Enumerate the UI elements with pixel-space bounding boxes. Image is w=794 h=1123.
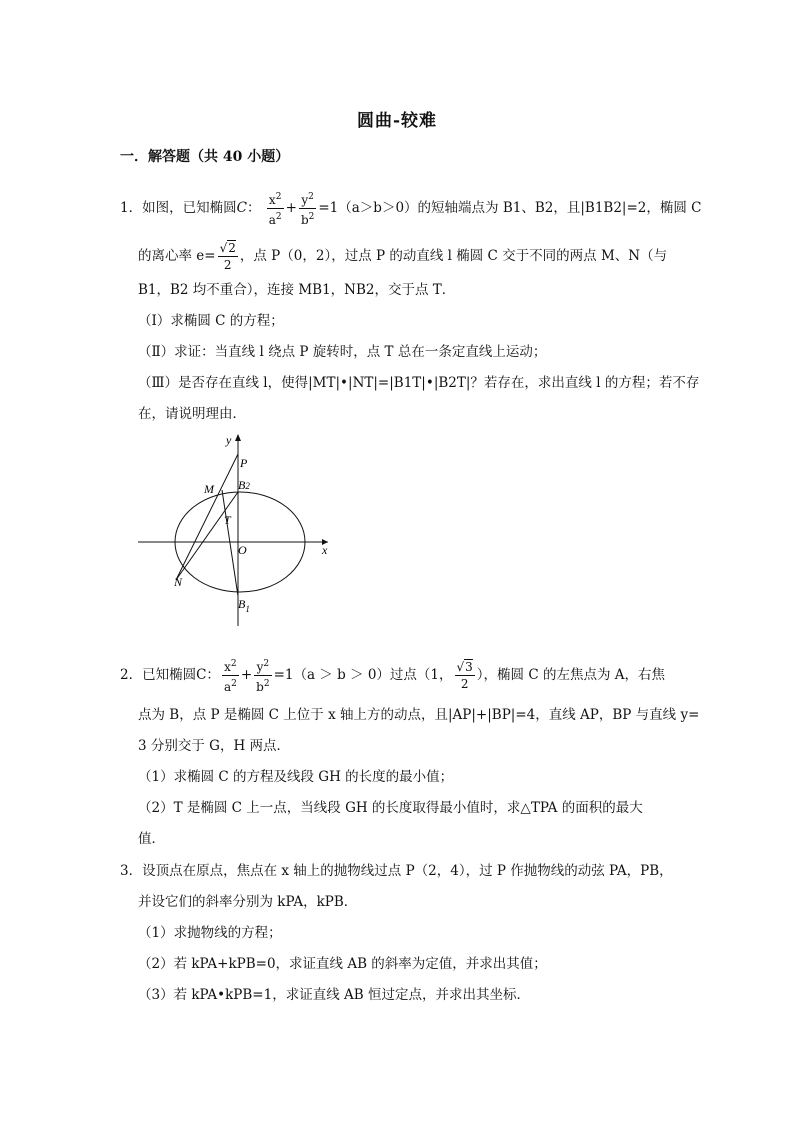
ellipse-figure <box>130 430 340 630</box>
problem-2-line-3: 3 分别交于 G，H 两点． <box>138 738 291 754</box>
label-x: x <box>322 543 328 557</box>
fraction-x2-a2: $\frac{x^2}{a^2}$ <box>267 189 284 228</box>
problem-2-question-2-cont: 值． <box>138 831 165 847</box>
colon: ： <box>246 200 261 216</box>
fraction-sqrt3-over-2: $\frac{√3}{2}$ <box>456 660 473 691</box>
problem-1-line-3: B1，B2 均不重合），连接 MB1，NB2，交于点 T． <box>138 282 456 298</box>
problem-1-question-1: （Ⅰ）求椭圆 C 的方程； <box>138 313 284 329</box>
problem-2-line-1: 2．已知椭圆C： $\frac{x^2}{a^2}$ + $\frac{y^2}{b^2}$ =1（a ＞ b ＞ 0）过点（1， $\frac{√3}{2}$ ），椭圆 C 的左焦点为 A，右焦 <box>120 656 665 695</box>
label-B1-subscript: 1 <box>245 604 250 614</box>
problem-number: 2． <box>120 667 143 683</box>
var-y: y <box>301 193 309 207</box>
var-b: b <box>300 213 309 227</box>
section-heading: 一．解答题（共 40 小题） <box>120 149 290 165</box>
sqrt-value: 3 <box>465 660 473 674</box>
line-M-B1 <box>222 490 238 596</box>
denominator: 2 <box>223 258 232 272</box>
problem-number: 3． <box>120 863 143 879</box>
problem-2-line-2: 点为 B，点 P 是椭圆 C 上位于 x 轴上方的动点，且|AP|+|BP|=4，直线 AP，BP 与直线 y= <box>138 707 700 723</box>
problem-2-question-1: （1）求椭圆 C 的方程及线段 GH 的长度的最小值； <box>138 769 454 785</box>
problem-text: 如图，已知椭圆 <box>142 200 237 216</box>
problem-1-question-3-cont: 在，请说明理由． <box>138 406 246 422</box>
denominator: 2 <box>460 677 469 691</box>
label-O: O <box>238 543 247 557</box>
problem-text: =1（a ＞ b ＞ 0）过点（1， <box>273 667 453 683</box>
fraction-x2-a2: $\frac{x^2}{a^2}$ <box>222 656 239 695</box>
label-B1 <box>238 597 250 614</box>
page-title: 圆曲-较难 <box>356 111 438 131</box>
label-B2-subscript: 2 <box>245 481 250 491</box>
problem-number: 1． <box>120 200 143 216</box>
problem-text: 设顶点在原点，焦点在 x 轴上的抛物线过点 P（2，4），过 P 作抛物线的动弦 PA，PB， <box>142 863 673 879</box>
var-a: a <box>268 213 276 227</box>
problem-1-line-2 <box>138 240 667 273</box>
problem-3-question-1: （1）求抛物线的方程； <box>138 925 282 941</box>
y-axis-arrow-icon <box>235 434 241 441</box>
problem-text: 的离心率 e= <box>138 248 216 264</box>
problem-text: =1（a＞b＞0）的短轴端点为 B1、B2，且|B1B2|=2，椭圆 C <box>318 200 702 216</box>
fraction-y2-b2: $\frac{y^2}{b^2}$ <box>299 189 316 228</box>
problem-1-question-2: （Ⅱ）求证：当直线 l 绕点 P 旋转时，点 T 总在一条定直线上运动； <box>138 344 547 360</box>
problem-3-line-1 <box>120 862 673 880</box>
fraction-sqrt2-over-2: $\frac{√2}{2}$ <box>219 241 236 272</box>
ellipse-name: C <box>236 200 247 216</box>
label-y: y <box>226 433 232 447</box>
problem-text: ），椭圆 C 的左焦点为 A，右焦 <box>476 667 665 683</box>
problem-text: ，点 P（0，2），过点 P 的动直线 l 椭圆 C 交于不同的两点 M、N（与 <box>239 248 668 264</box>
sqrt-value: 2 <box>228 241 236 255</box>
problem-text: 已知椭圆C： <box>142 667 220 683</box>
problem-3-line-2: 并设它们的斜率分别为 kPA，kPB． <box>138 894 358 910</box>
label-M: M <box>204 482 214 496</box>
problem-2-question-2: （2）T 是椭圆 C 上一点，当线段 GH 的长度取得最小值时，求△TPA 的面积的最大 <box>138 800 643 816</box>
fraction-y2-b2: $\frac{y^2}{b^2}$ <box>254 656 271 695</box>
label-T: T <box>224 513 231 527</box>
label-N: N <box>174 575 183 589</box>
label-P: P <box>240 456 248 470</box>
label-B2 <box>238 478 250 492</box>
problem-3-question-3: （3）若 kPA•kPB=1，求证直线 AB 恒过定点，并求出其坐标． <box>138 987 530 1003</box>
problem-1-line-1: 1．如图，已知椭圆C： $\frac{x^2}{a^2}$ + $\frac{y^2}{b^2}$ =1（a＞b＞0）的短轴端点为 B1、B2，且|B1B2|=2，椭圆 C <box>120 189 702 228</box>
problem-1-question-3: （Ⅲ）是否存在直线 l，使得|MT|•|NT|=|B1T|•|B2T|？若存在，求出直线 l 的方程；若不存 <box>138 375 700 391</box>
var-x: x <box>268 193 276 207</box>
label-B1-letter: B <box>238 597 246 611</box>
label-B2-letter: B <box>238 478 246 492</box>
problem-3-question-2: （2）若 kPA+kPB=0，求证直线 AB 的斜率为定值，并求出其值； <box>138 956 547 972</box>
